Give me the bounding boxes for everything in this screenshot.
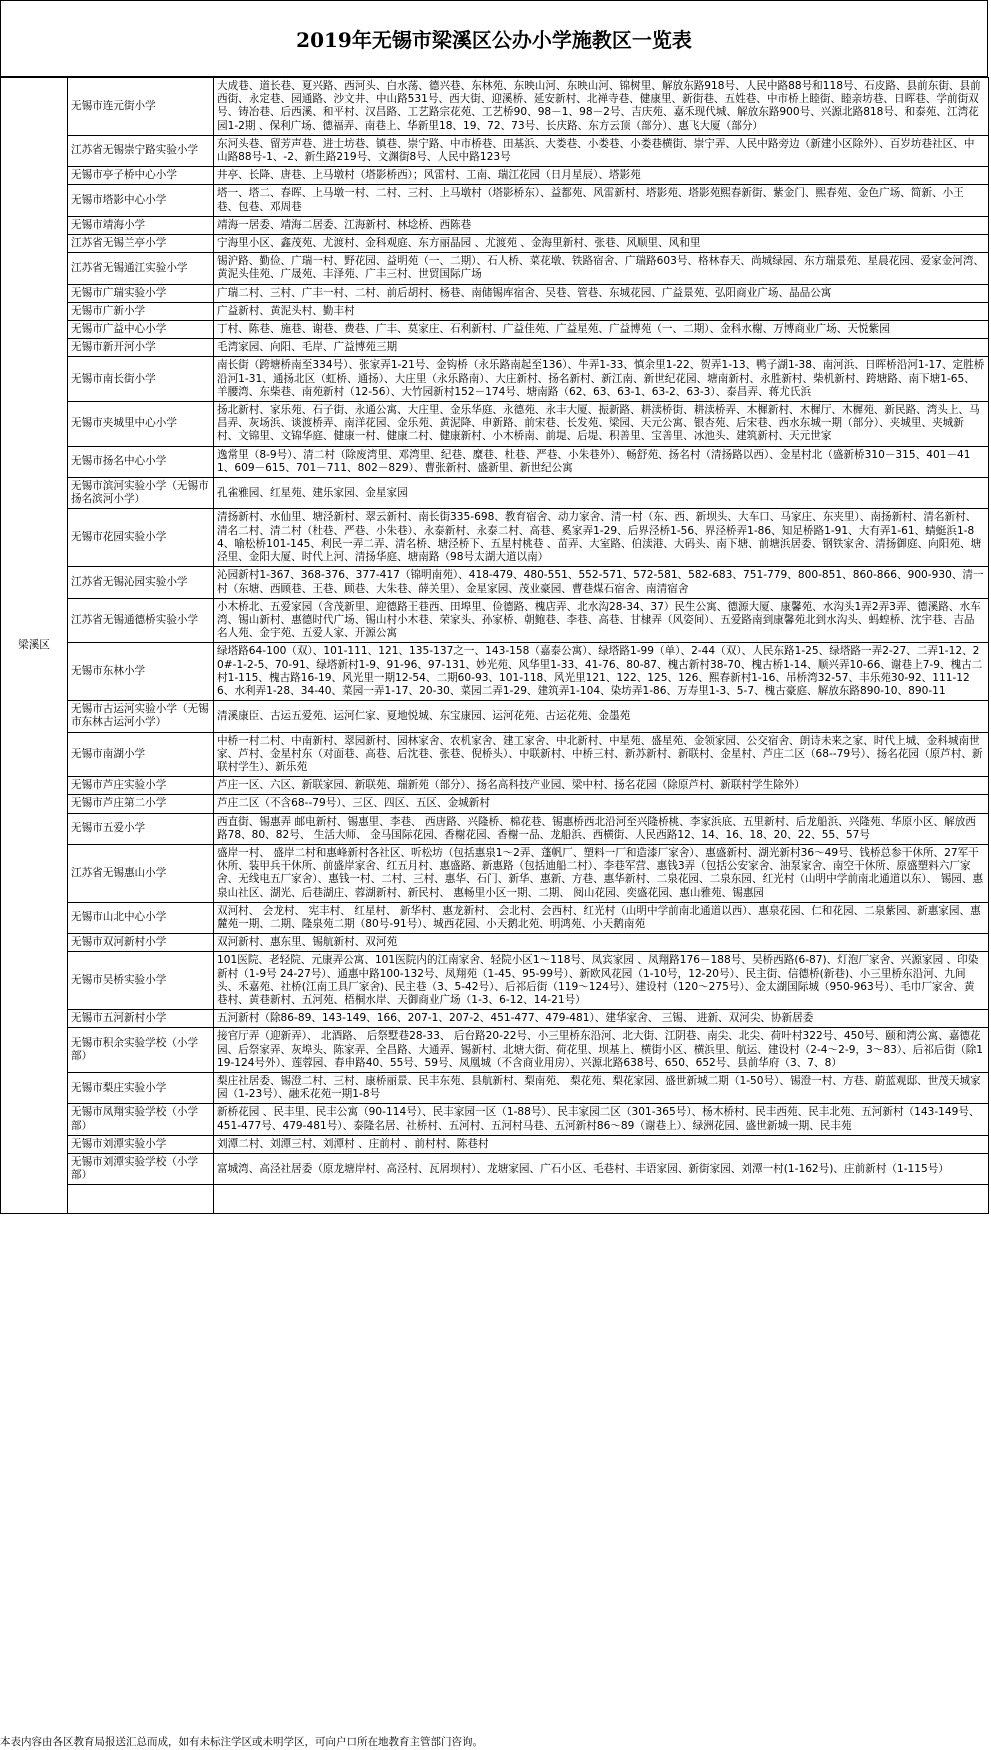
attendance-area-cell: 宁海里小区、鑫茂苑、尤渡村、金科观庭、东方丽晶园 、尤渡苑 、金海里新村、张巷、风顺里、风和里 <box>214 235 989 253</box>
attendance-area-cell: 扬北新村、家乐苑、石子街、永通公寓、大庄里、金乐华庭、永德苑、永丰大厦、振新路、耕渎桥街、耕渎桥弄、木樨新村、木樨厅、木樨苑、新民路、湾头上、马昌弄、灰场浜、谈渡桥弄、南洋花园、金乐苑、黄泥降、申新路、前宋巷、长发苑、梁园、天元公寓、银杏苑、后宋巷、西水东城一期（部分）、夹城里、夹城新村、文锦里、文锦华庭、健康一村、健康二村、健康新村、小木桥南、前堤、后堤、积善里、宝善里、冰池头、建筑新村、天元世家 <box>214 402 989 447</box>
table-row <box>1 509 989 567</box>
table-row <box>1 402 989 447</box>
school-name-cell: 无锡市广益中心小学 <box>68 321 214 339</box>
attendance-area-cell: 孔雀雅园、红星苑、建乐家园、金星家园 <box>214 478 989 509</box>
attendance-area-cell: 双河新村、惠东里、锡航新村、双河苑 <box>214 934 989 952</box>
document-title: 2019年无锡市梁溪区公办小学施教区一览表 <box>0 0 988 77</box>
table-row <box>1 934 989 952</box>
attendance-area-cell: 西直街、锡惠弄 邮电新村、锡惠里、李巷、 西唐路、兴隆桥、棉花巷、锡惠桥西北沿河至兴隆桥桃、李家浜底、五里新村、后龙船浜、兴隆苑、华原小区、解放西路78、80、82号、 生活大师、 金马国际花园、香榭花园、香榭一品、龙船浜、西横街、人民西路12、14、16、18、20、22、55、57号 <box>214 813 989 844</box>
attendance-area-cell: 大成巷、道长巷、夏兴路、西河头、白水荡、德兴巷、东林苑、东映山河、东映山河、锦树里、解放东路918号、人民中路88号和118号、石皮路、县前东街、县前西街、永定巷、园通路、沙文井、中山路531号、西大街、迎溪桥、延安新村、北禅寺巷、健康里、新街巷、五姓巷、中市桥上睦街、睦亲坊巷、日晖巷、学前街双号、铸冶巷、后西溪、和平村、汉昌路、工艺路宗花苑、工艺桥90、98－1、98－2号、吉庆苑、嘉禾现代城、解放东路900号、兴源北路818号、和泰苑、江湾花园1-2期 、保利广场、德福弄、南巷上、华新里18、19、72、73号、长庆路、东方云顶（部分）、惠飞大厦（部分） <box>214 78 989 136</box>
table-row <box>1 902 989 933</box>
table-row <box>1 952 989 1010</box>
attendance-area-cell: 盛岸一村、 盛岸二村和惠峰新村各社区、听松坊（包括惠泉1～2弄、蓬帆厂、塑料一厂和造漆厂家舍）、惠盛新村、湖光新村36～49号、钱桥总参干休所、27军干休所、装甲兵干休所、前盛岸家舍、红五月村、惠盛路、新惠路（包括迪船二村）、李巷军营、惠钱3弄（包括公安家舍、油泵家舍、南空干休所、原盛塑料六厂家舍、无线电五厂家舍）、惠钱一村、二村、三村、惠华、石门、新华、惠新、方巷、惠华新村、二泉花园、二泉东园、红光村（山明中学前南北通道以东）、 锡园、惠泉山社区、湖光、后巷湖庄、蓉湖新村、新民村、 惠畅里小区一期、二期、 阅山花园、奕盛花园、惠山雅苑、锡惠园 <box>214 844 989 902</box>
table-row <box>1 78 989 136</box>
table-row <box>1 1073 989 1104</box>
attendance-area-cell: 梨庄社居委、锡澄二村、三村、康桥丽景、民丰东苑、县航新村、梨南苑、 梨花苑、梨花家园、盛世新城二期（1-50号）、锡澄一村、方巷、蔚蓝观邸、世茂天城家园（1-23号）、融禾花苑一期1-8号 <box>214 1073 989 1104</box>
school-name-cell: 无锡市积余实验学校（小学部） <box>68 1028 214 1073</box>
attendance-area-cell: 广益新村、黄泥头村、勤丰村 <box>214 302 989 320</box>
table-row <box>1 598 989 643</box>
attendance-area-cell: 接官厅弄（迎新弄）、 北酒路、 后祭墅巷28-33、 后台路20-22号、小三里桥东沿河、北大街、江阴巷、南尖、北尖、荷叶村322号、450号、颐和湾公寓、嘉德花园、后祭家弄、灰埠头、陈家弄、全昌路、大通弄、锡新村、北塘大街、荷花里、坝基上、横街小区、横浜里、航运、建设村（2-4～2-9，3～83）、后祁后街（除119-124号外）、莲蓉园、春申路40、55号、59号、凤凰城（不含商业用房）、兴源北路638号、650、652号、县前华府（3、7、8） <box>214 1028 989 1073</box>
empty-cell <box>68 1185 214 1214</box>
school-name-cell: 无锡市靖海小学 <box>68 216 214 234</box>
table-row <box>1 643 989 701</box>
school-name-cell: 无锡市南长街小学 <box>68 357 214 402</box>
attendance-area-cell: 富城湾、高泾社居委（原龙塘岸村、高泾村、瓦屑坝村）、龙塘家园、广石小区、毛巷村、丰语家园、新街家园、刘潭一村(1-162号)、庄前新村（1-115号） <box>214 1154 989 1185</box>
school-name-cell: 无锡市芦庄第二小学 <box>68 795 214 813</box>
attendance-area-cell: 南长街（跨塘桥南至334号）、张家弄1-21号、金钩桥（永乐路南起至136）、牛弄1-33、慎余里1-22、贺弄1-13、鸭子湖1-38、南河浜、日晖桥沿河1-17、定胜桥沿河1-31、通扬北区（虹桥、通扬）、大庄里（永乐路南）、大庄新村、扬名新村、新江南、新世纪花园、塘南新村、永胜新村、柴机新村、跨塘路、南下塘1-65、羊腰湾、东柴巷、南苑新村（12-56）、大竹园新村152－174号、塘南路（62、63、63-1、63-2、63-3）、泰昌弄、蒋尤氏浜 <box>214 357 989 402</box>
school-name-cell: 无锡市连元街小学 <box>68 78 214 136</box>
school-name-cell: 江苏省无锡通江实验小学 <box>68 253 214 284</box>
attendance-area-cell: 逸常里（8-9号）、清二村（除废湾里、邓湾里、纪巷、糜巷、杜巷、严巷、小朱巷外）、畅舒苑、扬名村（清扬路以西）、金星村北（盛新桥310－315、401－411、609－615、701－711、802－829）、曹张新村、盛新里、新世纪公寓 <box>214 446 989 477</box>
table-row <box>1 1104 989 1135</box>
school-name-cell: 无锡市双河新村小学 <box>68 934 214 952</box>
table-row <box>1 1028 989 1073</box>
attendance-area-cell: 芦庄一区、六区、新联家园、新联苑、瑞新苑（部分）、扬名高科技产业园、梁中村、扬名花园（除原芦村、新联村学生除外） <box>214 777 989 795</box>
attendance-area-cell: 五河新村（除86-89、143-149、166、207-1、207-2、451-477、479-481）、建华家舍、 三锡、 进新、双河尖、协新居委 <box>214 1010 989 1028</box>
table-row <box>1 795 989 813</box>
attendance-area-cell: 锡沪路、勤俭、广瑞一村、野花园、益明苑（一、二期）、石人桥、菜花墩、铁路宿舍、广瑞路603号、格林春天、尚城绿园、东方瑞景苑、星晨花园、爱家金河湾、黄泥头佳苑、广晟苑、丰泽苑、广丰三村、世贸国际广场 <box>214 253 989 284</box>
school-name-cell: 江苏省无锡通德桥实验小学 <box>68 598 214 643</box>
empty-cell <box>214 1185 989 1214</box>
table-row <box>1 446 989 477</box>
table-row <box>1 253 989 284</box>
school-name-cell: 无锡市五河新村小学 <box>68 1010 214 1028</box>
district-cell: 梁溪区 <box>1 78 68 1214</box>
school-name-cell: 无锡市花园实验小学 <box>68 509 214 567</box>
school-name-cell: 无锡市东林小学 <box>68 643 214 701</box>
school-name-cell: 无锡市夹城里中心小学 <box>68 402 214 447</box>
table-row <box>1 1010 989 1028</box>
table-row <box>1 284 989 302</box>
school-name-cell: 无锡市山北中心小学 <box>68 902 214 933</box>
school-name-cell: 无锡市广瑞实验小学 <box>68 284 214 302</box>
school-name-cell: 江苏省无锡崇宁路实验小学 <box>68 135 214 166</box>
school-name-cell: 无锡市五爱小学 <box>68 813 214 844</box>
school-name-cell: 无锡市新开河小学 <box>68 339 214 357</box>
table-row <box>1 478 989 509</box>
school-name-cell: 江苏省无锡惠山小学 <box>68 844 214 902</box>
attendance-area-cell: 小木桥北、五爱家园（含茂新里、迎德路王巷西、田埠里、俭德路、槐店弄、北水沟28-34、37）民生公寓、德源大厦、康馨苑、水沟头1弄2弄3弄、德溪路、水车湾、锡山新村、惠德时代广场、锡山村小木巷、荣家头、孙家桥、朝鲍巷、李巷、高巷、甘棣弄（风姿间）、五爱路南到康馨苑北到水沟头、蚂蝗桥、沈宇巷、吉品名人苑、金宇苑、五爱人家、开源公寓 <box>214 598 989 643</box>
table-body <box>1 78 989 1214</box>
table-row <box>1 216 989 234</box>
attendance-area-cell: 丁村、陈巷、施巷、谢巷、费巷、广丰、莫家庄、石利新村、广益佳苑、广益星苑、广益博苑（一、二期）、金科水榭、万博商业广场、天悦紫园 <box>214 321 989 339</box>
table-row <box>1 302 989 320</box>
table-row <box>1 777 989 795</box>
footer-note: 本表内容由各区教育局报送汇总而成，如有未标注学区或未明学区，可向户口所在地教育主管部门咨询。 <box>0 1736 483 1748</box>
attendance-area-cell: 刘潭二村、刘潭三村、刘潭村 、庄前村 、前村村、陈巷村 <box>214 1135 989 1153</box>
school-name-cell: 无锡市芦庄实验小学 <box>68 777 214 795</box>
attendance-area-cell: 靖海一居委、靖海二居委、江海新村、林埝桥、西陈巷 <box>214 216 989 234</box>
school-name-cell: 无锡市刘潭实验学校（小学部） <box>68 1154 214 1185</box>
table-row <box>1 567 989 598</box>
school-name-cell: 无锡市广新小学 <box>68 302 214 320</box>
attendance-area-cell: 清溪康臣、古运五爱苑、运河仁家、夏地悦城、东宝康园、运河花苑、古运花苑、金墨苑 <box>214 701 989 732</box>
school-name-cell: 无锡市古运河实验小学（无锡市东林古运河小学） <box>68 701 214 732</box>
table-row <box>1 1154 989 1185</box>
table-row <box>1 135 989 166</box>
table-row <box>1 185 989 216</box>
attendance-area-cell: 绿塔路64-100（双）、101-111、121、135-137之一、143-158（嘉泰公寓）、绿塔路1-99（单）、2-44（双）、人民东路1-25、绿塔路一弄2-27、二弄1-12、20#-1-2-5、70-91、绿塔新村1-9、91-96、97-131、妙光苑、风华里1-33、41-76、80-87、槐古新村38-70、槐古桥1-14、顺兴弄10-66、谢巷上7-9、槐古二村1-115、槐古路16-19、风光里一期12-54、二期60-93、101-118、风光里121、122、125、126、熙春新村1-16、吊桥湾32-57、丰乐苑30-92、111-126、水利弄1-28、34-40、菜园一弄1-17、20-30、菜园二弄1-29、建筑弄1-104、染坊弄1-86、万寿里1-3、5-7、槐古豪庭、解放东路890-10、890-11 <box>214 643 989 701</box>
school-name-cell: 无锡市南湖小学 <box>68 732 214 777</box>
attendance-area-cell: 新桥花园 、民丰里、民丰公寓（90-114号）、民丰家园一区（1-88号）、民丰家园二区（301-365号）、杨木桥村、民丰西苑、民丰北苑、五河新村（143-149号、451-477号、479-481号）、泰隆名居、社桥村、五河村、五河村马巷、五河新村86～89（谢巷上）、绿洲花园、盛世新城一期、民丰苑 <box>214 1104 989 1135</box>
table-row <box>1 339 989 357</box>
attendance-area-cell: 双河村、 会龙村、 宪丰村、 红星村、 新华村、惠龙新村、 会北村、会西村、红光村（山明中学前南北通道以西）、惠泉花园、仁和花园、二泉紫园、新惠家园、惠麓苑一期、二期、隆泉苑二期（80号-91号）、城西花园、小天鹅北苑、明鸿苑、小天鹅南苑 <box>214 902 989 933</box>
attendance-area-cell: 东河头巷、留芳声巷、进士坊巷、镇巷、崇宁路、中市桥巷、田基浜、大娄巷、小娄巷、小娄巷横街、崇宁弄、人民中路旁边（新建小区除外）、百岁坊巷社区、中山路88号-1、-2、新生路219号、文渊街8号、人民中路123号 <box>214 135 989 166</box>
attendance-area-cell: 中桥一村二村、中南新村、翠园新村、园林家舍、农机家舍、建工家舍、中北新村、中星苑、盛星苑、金领家园、公交宿舍、朗诗未来之家、时代上城、金科城南世家、芦村、金星村东（对面巷、高巷、后沈巷、张巷、倪桥头）、中联新村、中桥三村、新苏新村、新联村、金星村、芦庄二区（68--79号）、扬名花园（原芦村、新联村学生）、新乐苑 <box>214 732 989 777</box>
table-row <box>1 701 989 732</box>
school-name-cell: 江苏省无锡沁园实验小学 <box>68 567 214 598</box>
table-row <box>1 732 989 777</box>
attendance-area-cell: 沁园新村1-367、368-376、377-417（锦明南苑）、418-479、480-551、552-571、572-581、582-683、751-779、800-851、860-866、900-930、清一村（东塘、西顾巷、王巷、顾巷、大朱巷、薛关里）、金星家园、茂业豪园、曹巷煤石宿舍、南清宿舍 <box>214 567 989 598</box>
table-row <box>1 813 989 844</box>
attendance-area-cell: 101医院、老轻院、元康弄公寓、101医院内的江南家舍、轻院小区1～118号、凤宾家园 、凤翔路176－188号、吴桥西路(6-87)、灯泡厂家舍、兴源家园 、印染新村（1-9号 24-27号）、通惠中路100-132号、凤翔苑（1-45、95-99号）、新欧风花园（1-10号，12-20号）、民主街、信德桥(新巷)、小三里桥东沿河、九间头、禾嘉苑、社桥(江南工具厂家舍)、民主巷（3、5-42号）、后祁后街（119～124号）、建设村（120～275号）、金太湖国际城（950-963号）、毛巾厂家舍、黄巷村、黄巷新村、五河苑、梧桐水岸、天御商业广场（1-3、6-12、14-21号） <box>214 952 989 1010</box>
school-name-cell: 无锡市刘潭实验小学 <box>68 1135 214 1153</box>
school-name-cell: 无锡市塔影中心小学 <box>68 185 214 216</box>
attendance-area-cell: 广瑞二村、三村、广丰一村、二村、前后胡村、杨巷、南储锡库宿舍、吴巷、管巷、东城花园、广益景苑、弘阳商业广场、晶品公寓 <box>214 284 989 302</box>
table-row <box>1 235 989 253</box>
school-name-cell: 无锡市吴桥实验小学 <box>68 952 214 1010</box>
table-row <box>1 844 989 902</box>
attendance-area-cell: 毛湾家园、向阳、毛岸、广益博苑三期 <box>214 339 989 357</box>
attendance-area-cell: 井亭、长降、唐巷、上马墩村（塔影桥西）；风雷村、工南、瑞江花园（日月星辰）、塔影苑 <box>214 167 989 185</box>
table-row <box>1 321 989 339</box>
table-row <box>1 357 989 402</box>
school-name-cell: 无锡市扬名中心小学 <box>68 446 214 477</box>
empty-row <box>1 1185 989 1214</box>
attendance-area-cell: 塔一、塔二、春晖、上马墩一村、二村、三村、上马墩村（塔影桥东）、益都苑、风雷新村、塔影苑、塔影苑熙春新街、紫金门、熙春苑、金色广场、简新、小王巷、包巷、邓周巷 <box>214 185 989 216</box>
school-name-cell: 无锡市滨河实验小学（无锡市扬名滨河小学） <box>68 478 214 509</box>
table-row <box>1 1135 989 1153</box>
attendance-area-cell: 清扬新村、水仙里、塘泾新村、翠云新村、南长街335-698、教育宿舍、动力家舍、清一村（东、西、新坝头、大车口、马家庄、东夹里）、南扬新村、清名新村、清名二村、清二村（杜巷、严巷、小朱巷）、永泰新村、永泰二村、高巷、奚家弄1-29、后界泾桥1-56、界泾桥弄1-86、知足桥路1-91、大有弄1-61、蜻蜓浜1-84、喻松桥101-145、利民一弄二弄、清名桥、塘泾桥下、五星村桃巷 、苗弄、大室路、伯渎港、大码头、南下塘、前塘浜居委、钢铁家舍、清扬御庭、向阳苑、塘泾里、金阳大厦、时代上河、清扬华庭、塘南路（98号太湖大道以南） <box>214 509 989 567</box>
school-name-cell: 无锡市亭子桥中心小学 <box>68 167 214 185</box>
school-name-cell: 无锡市凤翔实验学校（小学部） <box>68 1104 214 1135</box>
school-district-table <box>0 77 989 1214</box>
school-name-cell: 无锡市梨庄实验小学 <box>68 1073 214 1104</box>
table-row <box>1 167 989 185</box>
attendance-area-cell: 芦庄二区（不含68--79号）、三区、四区、五区、金城新村 <box>214 795 989 813</box>
school-name-cell: 江苏省无锡兰亭小学 <box>68 235 214 253</box>
